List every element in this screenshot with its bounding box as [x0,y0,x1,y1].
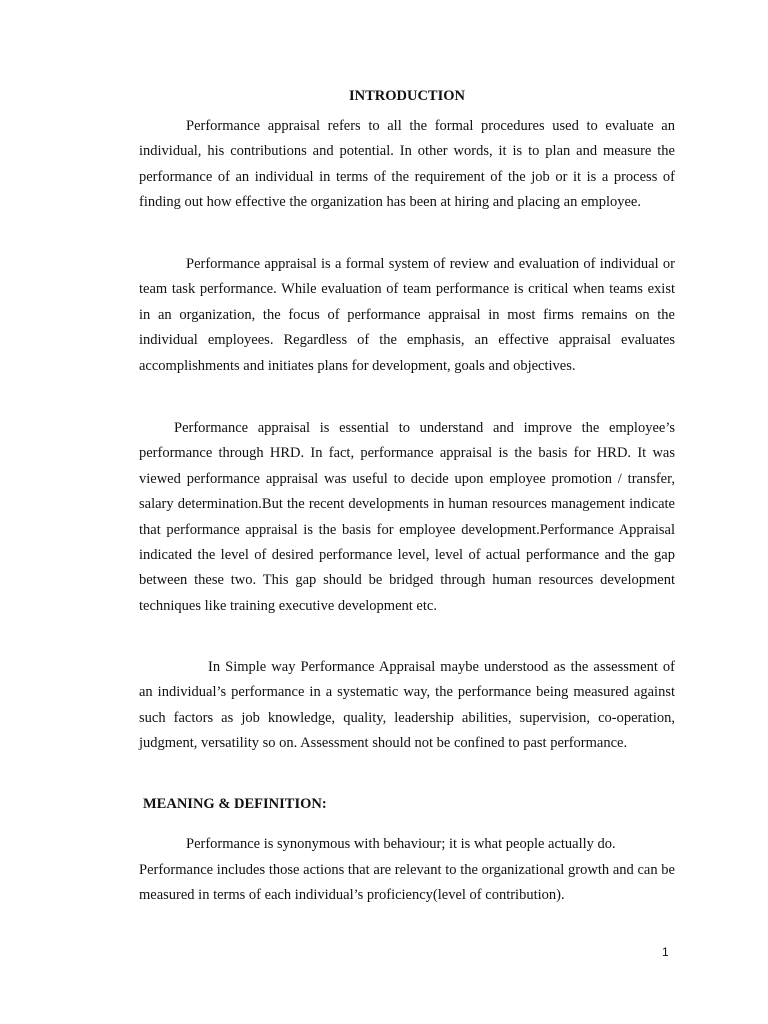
paragraph-3: Performance appraisal is essential to understand and improve the employee’s performance through HRD. In fact, performance appraisal is the basis for HRD. It was viewed performance appraisal was useful to decide upon employee promotion / transfer, salary determination.But the recent developments in human resources management indicate that performance appraisal is the basis for employee development.Performance Appraisal indicated the level of desired performance level, level of actual performance and the gap between these two. This gap should be bridged through human resources development techniques like training executive development etc. [139,420,675,614]
paragraph-2: Performance appraisal is a formal system of review and evaluation of individual or team task performance. While evaluation of team performance is critical when teams exist in an organization, the focus of performance appraisal in most firms remains on the individual employees. Regardless of the emphasis, an effective appraisal evaluates accomplishments and initiates plans for development, goals and objectives. [139,256,675,374]
paragraph-1: Performance appraisal refers to all the formal procedures used to evaluate an individual, his contributions and potential. In other words, it is to plan and measure the performance of an individual in terms of the requirement of the job or it is a process of finding out how effective the organization has been at hiring and placing an employee. [139,118,675,211]
paragraph-4: In Simple way Performance Appraisal maybe understood as the assessment of an individual’s performance in a systematic way, the performance being measured against such factors as job knowledge, quality, leadership abilities, supervision, co-operation, judgment, versatility so on. Assessment should not be confined to past performance. [139,659,675,752]
page-title: INTRODUCTION [348,88,465,104]
section-heading: MEANING & DEFINITION: [143,796,327,812]
page-number: 1 [662,945,669,959]
section-paragraph-1: Performance is synonymous with behaviour; it is what people actually do. [186,836,616,852]
section-paragraph-2: Performance includes those actions that are relevant to the organizational growth and can be measured in terms of each individual’s proficiency(level of contribution). [139,862,675,904]
